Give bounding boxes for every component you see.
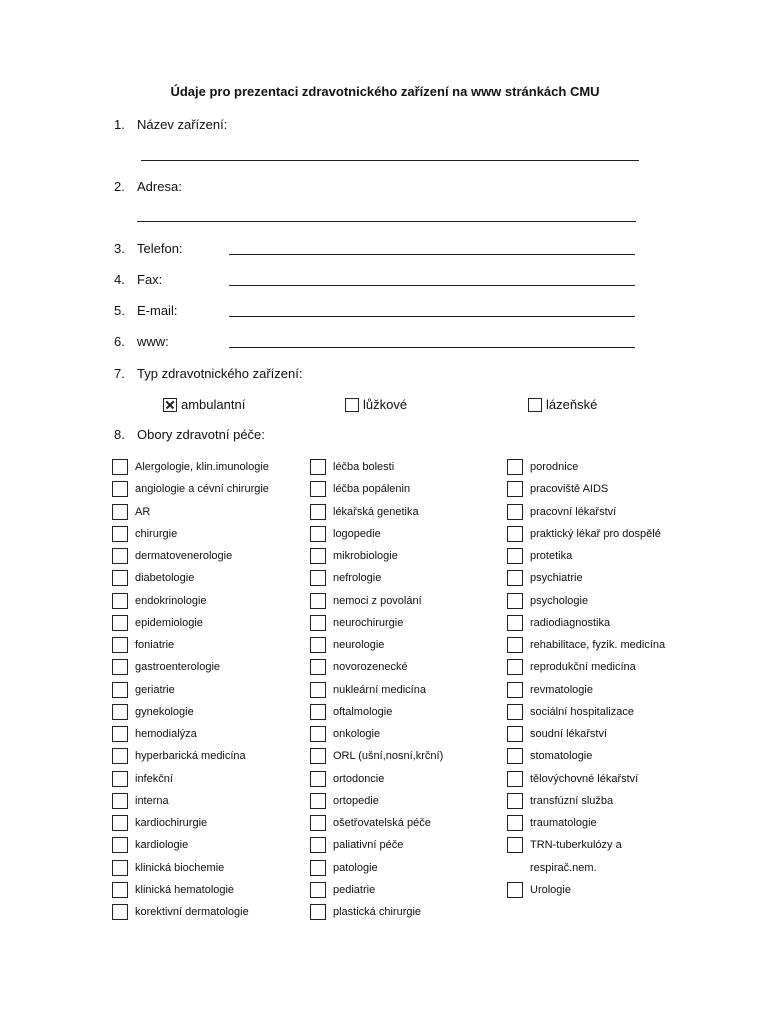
care-field-item[interactable] bbox=[310, 612, 443, 634]
checkbox-icon[interactable] bbox=[310, 837, 326, 853]
care-field-label: lékařská genetika bbox=[333, 505, 419, 518]
care-field-item[interactable] bbox=[112, 590, 269, 612]
care-field-item[interactable] bbox=[112, 545, 269, 567]
care-field-label: paliativní péče bbox=[333, 839, 404, 852]
question-label: Název zařízení: bbox=[137, 117, 228, 132]
care-field-item[interactable] bbox=[112, 656, 269, 678]
care-field-item[interactable] bbox=[507, 656, 665, 678]
care-field-label: oftalmologie bbox=[333, 705, 393, 718]
checkbox-icon[interactable] bbox=[507, 504, 523, 520]
care-field-item[interactable] bbox=[112, 879, 269, 901]
checkbox-icon[interactable] bbox=[310, 682, 326, 698]
care-field-label: stomatologie bbox=[530, 750, 593, 763]
checkbox-icon[interactable] bbox=[528, 398, 542, 412]
checkbox-icon[interactable] bbox=[112, 659, 128, 675]
checkbox-icon[interactable] bbox=[310, 481, 326, 497]
care-field-label: ORL (ušní,nosní,krční) bbox=[333, 750, 444, 763]
checkbox-icon[interactable] bbox=[507, 882, 523, 898]
www-field[interactable] bbox=[229, 347, 635, 348]
checkbox-icon[interactable] bbox=[507, 570, 523, 586]
care-field-label: pediatrie bbox=[333, 883, 376, 896]
care-field-label: léčba popálenin bbox=[333, 483, 411, 496]
checkbox-icon[interactable] bbox=[112, 593, 128, 609]
care-field-label: radiodiagnostika bbox=[530, 616, 611, 629]
care-field-label: klinická biochemie bbox=[135, 861, 225, 874]
care-field-label: tělovýchovné lékařství bbox=[530, 772, 639, 785]
checkbox-icon[interactable] bbox=[310, 526, 326, 542]
care-field-item[interactable] bbox=[310, 567, 443, 589]
care-field-item[interactable] bbox=[310, 745, 443, 767]
checkbox-icon[interactable] bbox=[112, 526, 128, 542]
care-field-label: porodnice bbox=[530, 461, 579, 474]
care-field-item-continuation bbox=[507, 857, 665, 879]
checkbox-icon[interactable] bbox=[112, 860, 128, 876]
form-title: Údaje pro prezentaci zdravotnického zařízení na www stránkách CMU bbox=[170, 84, 600, 99]
care-field-item[interactable] bbox=[507, 456, 665, 478]
care-field-label: patologie bbox=[333, 861, 378, 874]
care-field-item[interactable] bbox=[112, 478, 269, 500]
checkbox-icon[interactable] bbox=[310, 615, 326, 631]
care-field-item[interactable] bbox=[112, 612, 269, 634]
care-field-label: TRN-tuberkulózy a bbox=[530, 839, 622, 852]
care-field-label: plastická chirurgie bbox=[333, 906, 422, 919]
care-field-label: hyperbarická medicína bbox=[135, 750, 246, 763]
care-field-item[interactable] bbox=[310, 879, 443, 901]
care-fields-column-1 bbox=[112, 456, 269, 923]
care-field-item[interactable] bbox=[112, 857, 269, 879]
checkbox-icon[interactable] bbox=[112, 481, 128, 497]
care-field-label: Alergologie, klin.imunologie bbox=[135, 461, 269, 474]
checkbox-icon[interactable] bbox=[507, 815, 523, 831]
type-label: lázeňské bbox=[546, 397, 598, 412]
question-number: 3. bbox=[114, 241, 125, 256]
care-field-label: infekční bbox=[135, 772, 173, 785]
care-field-label: reprodukční medicína bbox=[530, 661, 636, 674]
care-field-item[interactable] bbox=[112, 745, 269, 767]
care-field-label: epidemiologie bbox=[135, 616, 203, 629]
care-field-label: endokrinologie bbox=[135, 594, 207, 607]
care-field-item[interactable] bbox=[112, 523, 269, 545]
question-label: Adresa: bbox=[137, 179, 182, 194]
checkbox-icon[interactable] bbox=[507, 659, 523, 675]
care-field-label: nemoci z povolání bbox=[333, 594, 422, 607]
care-fields-column-3 bbox=[507, 456, 665, 901]
care-field-label: kardiologie bbox=[135, 839, 189, 852]
checkbox-icon[interactable] bbox=[310, 459, 326, 475]
care-field-item[interactable] bbox=[310, 857, 443, 879]
care-field-label: rehabilitace, fyzik. medicína bbox=[530, 639, 666, 652]
care-field-item[interactable] bbox=[507, 590, 665, 612]
checkbox-icon[interactable] bbox=[310, 726, 326, 742]
care-field-item[interactable] bbox=[112, 501, 269, 523]
care-field-label: léčba bolesti bbox=[333, 461, 395, 474]
question-label: Telefon: bbox=[137, 241, 183, 256]
care-field-label: pracoviště AIDS bbox=[530, 483, 609, 496]
checkbox-icon[interactable] bbox=[310, 593, 326, 609]
checkbox-icon[interactable] bbox=[112, 548, 128, 564]
type-label: lůžkové bbox=[363, 397, 408, 412]
care-field-label: psychologie bbox=[530, 594, 589, 607]
care-field-item[interactable] bbox=[507, 478, 665, 500]
checkbox-icon[interactable] bbox=[507, 837, 523, 853]
care-field-label: chirurgie bbox=[135, 527, 178, 540]
checkbox-icon[interactable] bbox=[112, 904, 128, 920]
care-field-label: psychiatrie bbox=[530, 572, 583, 585]
care-field-label: angiologie a cévní chirurgie bbox=[135, 483, 269, 496]
care-field-label: mikrobiologie bbox=[333, 550, 398, 563]
care-field-label: sociální hospitalizace bbox=[530, 705, 634, 718]
type-option-ambulantni[interactable] bbox=[163, 397, 245, 412]
checkbox-icon[interactable] bbox=[507, 615, 523, 631]
question-label: Typ zdravotnického zařízení: bbox=[137, 366, 303, 381]
question-label: www: bbox=[137, 334, 169, 349]
care-field-label: logopedie bbox=[333, 527, 381, 540]
checkbox-icon[interactable] bbox=[310, 637, 326, 653]
care-field-item[interactable] bbox=[310, 834, 443, 856]
checkbox-icon[interactable] bbox=[507, 682, 523, 698]
checkbox-icon[interactable] bbox=[507, 593, 523, 609]
fax-field[interactable] bbox=[229, 285, 635, 286]
checkbox-icon[interactable] bbox=[112, 682, 128, 698]
checkbox-icon[interactable] bbox=[310, 793, 326, 809]
care-field-item[interactable] bbox=[310, 501, 443, 523]
checkbox-icon[interactable] bbox=[112, 837, 128, 853]
care-field-label: korektivní dermatologie bbox=[135, 906, 249, 919]
care-field-item[interactable] bbox=[507, 545, 665, 567]
care-field-label: nukleární medicína bbox=[333, 683, 426, 696]
care-field-item[interactable] bbox=[507, 834, 665, 856]
question-number: 7. bbox=[114, 366, 125, 381]
care-field-label: neurochirurgie bbox=[333, 616, 404, 629]
care-field-label: gastroenterologie bbox=[135, 661, 221, 674]
care-field-item[interactable] bbox=[310, 679, 443, 701]
checkbox-icon[interactable] bbox=[507, 548, 523, 564]
phone-field[interactable] bbox=[229, 254, 635, 255]
care-field-item[interactable] bbox=[112, 768, 269, 790]
checkbox-icon[interactable] bbox=[112, 771, 128, 787]
checkbox-icon[interactable] bbox=[310, 570, 326, 586]
type-option-lazenske[interactable] bbox=[528, 397, 597, 412]
question-number: 6. bbox=[114, 334, 125, 349]
checkbox-icon[interactable] bbox=[310, 815, 326, 831]
care-field-label: interna bbox=[135, 794, 169, 807]
care-field-item[interactable] bbox=[112, 634, 269, 656]
question-label: E-mail: bbox=[137, 303, 178, 318]
checkbox-icon[interactable] bbox=[507, 704, 523, 720]
question-number: 1. bbox=[114, 117, 125, 132]
care-fields-column-2 bbox=[310, 456, 443, 923]
checkbox-icon[interactable] bbox=[112, 459, 128, 475]
care-field-item[interactable] bbox=[112, 790, 269, 812]
checkbox-icon[interactable] bbox=[507, 748, 523, 764]
question-label: Obory zdravotní péče: bbox=[137, 427, 265, 442]
care-field-label: onkologie bbox=[333, 728, 381, 741]
care-field-item[interactable] bbox=[310, 901, 443, 923]
care-field-label: traumatologie bbox=[530, 817, 597, 830]
care-field-label: AR bbox=[135, 505, 151, 518]
care-field-label: hemodialýza bbox=[135, 728, 197, 741]
checkbox-icon[interactable] bbox=[112, 793, 128, 809]
checkbox-icon[interactable] bbox=[112, 637, 128, 653]
care-field-item[interactable] bbox=[310, 656, 443, 678]
care-field-item[interactable] bbox=[310, 590, 443, 612]
checkbox-icon[interactable] bbox=[112, 815, 128, 831]
care-field-item[interactable] bbox=[112, 679, 269, 701]
type-option-luzkove[interactable] bbox=[345, 397, 407, 412]
care-field-label: klinická hematologie bbox=[135, 883, 235, 896]
type-label: ambulantní bbox=[181, 397, 246, 412]
question-number: 8. bbox=[114, 427, 125, 442]
care-field-label: gynekologie bbox=[135, 705, 194, 718]
care-field-label: praktický lékař pro dospělé bbox=[530, 527, 661, 540]
checkbox-icon[interactable] bbox=[507, 726, 523, 742]
checkbox-icon[interactable] bbox=[507, 526, 523, 542]
address-field[interactable] bbox=[137, 221, 636, 222]
care-field-item[interactable] bbox=[112, 701, 269, 723]
checkbox-icon[interactable] bbox=[310, 771, 326, 787]
care-field-item[interactable] bbox=[507, 523, 665, 545]
facility-name-field[interactable] bbox=[141, 160, 639, 161]
care-field-item[interactable] bbox=[310, 478, 443, 500]
checkbox-icon[interactable] bbox=[345, 398, 359, 412]
care-field-label: geriatrie bbox=[135, 683, 175, 696]
checkbox-icon[interactable] bbox=[310, 748, 326, 764]
care-field-item[interactable] bbox=[310, 812, 443, 834]
checkbox-icon[interactable] bbox=[507, 637, 523, 653]
care-field-item[interactable] bbox=[112, 723, 269, 745]
care-field-item[interactable] bbox=[310, 768, 443, 790]
checkbox-icon[interactable] bbox=[310, 704, 326, 720]
care-field-item[interactable] bbox=[507, 634, 665, 656]
care-field-item[interactable] bbox=[310, 456, 443, 478]
care-field-label: dermatovenerologie bbox=[135, 550, 233, 563]
checkbox-icon[interactable] bbox=[310, 659, 326, 675]
checkbox-icon[interactable] bbox=[310, 904, 326, 920]
care-field-item[interactable] bbox=[112, 456, 269, 478]
care-field-item[interactable] bbox=[112, 812, 269, 834]
checkbox-icon[interactable] bbox=[112, 570, 128, 586]
question-label: Fax: bbox=[137, 272, 163, 287]
care-field-item[interactable] bbox=[310, 523, 443, 545]
care-field-label: protetika bbox=[530, 550, 573, 563]
checkbox-icon[interactable] bbox=[112, 504, 128, 520]
care-field-label: neurologie bbox=[333, 639, 385, 652]
care-field-label: transfúzní služba bbox=[530, 794, 614, 807]
care-field-item[interactable] bbox=[507, 612, 665, 634]
care-field-item[interactable] bbox=[112, 834, 269, 856]
care-field-label: nefrologie bbox=[333, 572, 382, 585]
care-field-label: diabetologie bbox=[135, 572, 195, 585]
care-field-item[interactable] bbox=[507, 768, 665, 790]
care-field-label: revmatologie bbox=[530, 683, 593, 696]
care-field-item[interactable] bbox=[112, 901, 269, 923]
care-field-item[interactable] bbox=[507, 567, 665, 589]
care-field-label: kardiochirurgie bbox=[135, 817, 208, 830]
care-field-item[interactable] bbox=[507, 679, 665, 701]
care-field-label: ošetřovatelská péče bbox=[333, 817, 431, 830]
care-field-label: ortodoncie bbox=[333, 772, 385, 785]
checkbox-checked-icon[interactable] bbox=[163, 398, 177, 412]
care-field-label: ortopedie bbox=[333, 794, 379, 807]
care-field-item[interactable] bbox=[310, 545, 443, 567]
checkbox-icon[interactable] bbox=[112, 748, 128, 764]
care-field-label: foniatrie bbox=[135, 639, 175, 652]
care-field-label: soudní lékařství bbox=[530, 728, 608, 741]
email-field[interactable] bbox=[229, 316, 635, 317]
checkbox-icon[interactable] bbox=[310, 504, 326, 520]
checkbox-icon[interactable] bbox=[112, 704, 128, 720]
question-number: 5. bbox=[114, 303, 125, 318]
checkbox-icon[interactable] bbox=[310, 882, 326, 898]
care-field-item[interactable] bbox=[507, 501, 665, 523]
question-number: 4. bbox=[114, 272, 125, 287]
care-field-item[interactable] bbox=[310, 790, 443, 812]
care-field-item[interactable] bbox=[310, 701, 443, 723]
care-field-item[interactable] bbox=[507, 701, 665, 723]
checkbox-icon[interactable] bbox=[507, 771, 523, 787]
care-field-label: respirač.nem. bbox=[530, 861, 597, 874]
checkbox-icon[interactable] bbox=[310, 548, 326, 564]
care-field-item[interactable] bbox=[310, 634, 443, 656]
care-field-label: Urologie bbox=[530, 883, 571, 896]
care-field-item[interactable] bbox=[507, 745, 665, 767]
checkbox-icon[interactable] bbox=[112, 726, 128, 742]
checkbox-icon[interactable] bbox=[507, 793, 523, 809]
checkbox-icon[interactable] bbox=[112, 615, 128, 631]
checkbox-icon[interactable] bbox=[507, 459, 523, 475]
care-field-label: pracovní lékařství bbox=[530, 505, 617, 518]
checkbox-icon[interactable] bbox=[310, 860, 326, 876]
care-field-item[interactable] bbox=[507, 790, 665, 812]
care-field-label: novorozenecké bbox=[333, 661, 408, 674]
checkbox-icon[interactable] bbox=[507, 481, 523, 497]
care-field-item[interactable] bbox=[507, 879, 665, 901]
checkbox-icon[interactable] bbox=[112, 882, 128, 898]
care-field-item[interactable] bbox=[112, 567, 269, 589]
care-field-item[interactable] bbox=[507, 812, 665, 834]
care-field-item[interactable] bbox=[310, 723, 443, 745]
care-field-item[interactable] bbox=[507, 723, 665, 745]
question-number: 2. bbox=[114, 179, 125, 194]
